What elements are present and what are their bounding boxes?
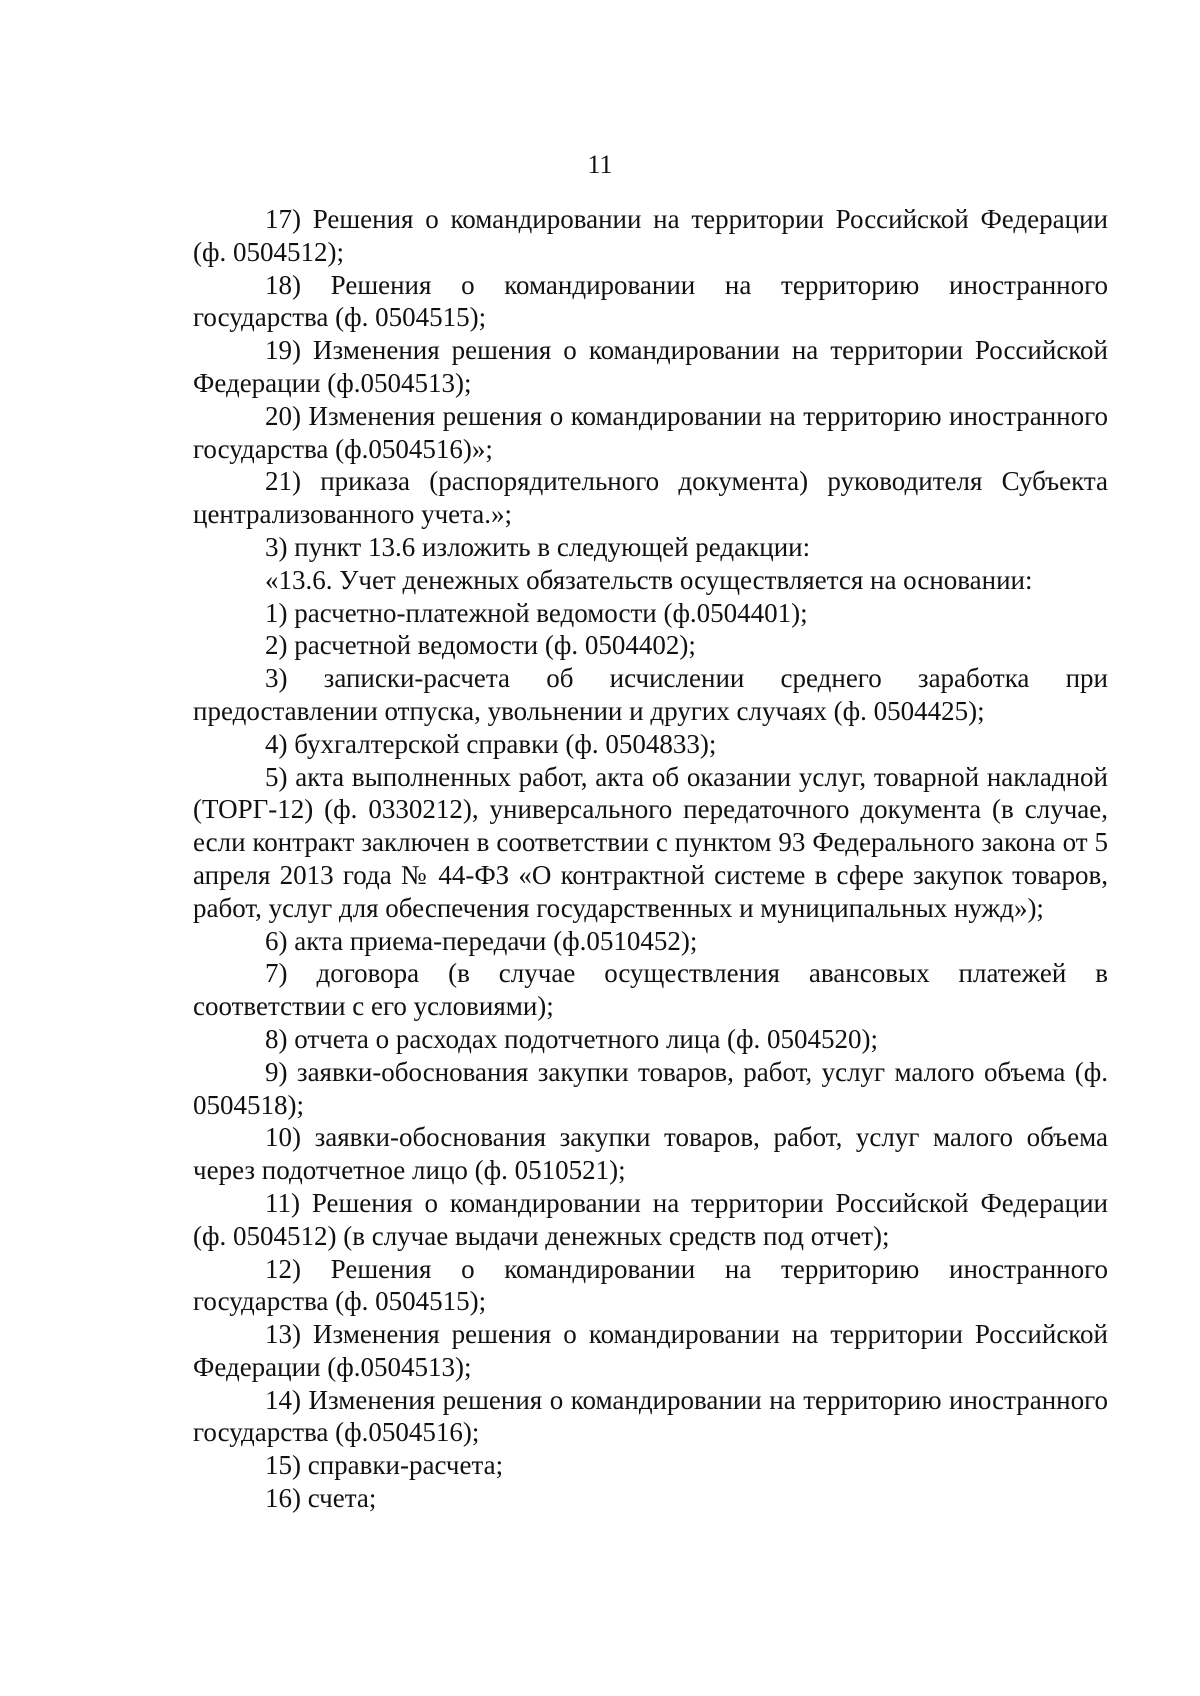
paragraph-item-4: 4) бухгалтерской справки (ф. 0504833); xyxy=(265,728,717,759)
paragraph-item-3: 3) записки-расчета об исчислении среднего заработка при предоставлении отпуска, увольнении и других случаях (ф. 0504425); xyxy=(193,663,1108,726)
paragraph-item-2: 2) расчетной ведомости (ф. 0504402); xyxy=(265,630,696,661)
paragraph-item-13: 13) Изменения решения о командировании на территории Российской Федерации (ф.0504513); xyxy=(193,1319,1108,1382)
paragraph-item-12: 12) Решения о командировании на территорию иностранного государства (ф. 0504515); xyxy=(193,1253,1108,1317)
paragraph-item-14: 14) Изменения решения о командировании на территорию иностранного государства (ф.0504516); xyxy=(193,1384,1108,1448)
paragraph-item-11: 11) Решения о командировании на территории Российской Федерации (ф. 0504512) (в случае выдачи денежных средств под отчет); xyxy=(193,1187,1108,1251)
paragraph-section-13-6: «13.6. Учет денежных обязательств осуществляется на основании: xyxy=(265,564,1033,595)
paragraph-item-10: 10) заявки-обоснования закупки товаров, работ, услуг малого объема через подотчетное лицо (ф. 0510521); xyxy=(193,1122,1108,1186)
paragraph-item-9: 9) заявки-обоснования закупки товаров, работ, услуг малого объема (ф. 0504518); xyxy=(193,1056,1108,1120)
paragraph-clause-3: 3) пункт 13.6 изложить в следующей редакции: xyxy=(265,531,811,562)
paragraph-item-18: 18) Решения о командировании на территорию иностранного государства (ф. 0504515); xyxy=(193,269,1108,333)
paragraph-item-20: 20) Изменения решения о командировании на территорию иностранного государства (ф.0504516)»; xyxy=(193,400,1108,464)
paragraph-item-19: 19) Изменения решения о командировании на территории Российской Федерации (ф.0504513); xyxy=(193,335,1108,398)
paragraph-item-16: 16) счета; xyxy=(265,1483,377,1514)
paragraph-item-15: 15) справки-расчета; xyxy=(265,1450,504,1481)
paragraph-item-21: 21) приказа (распорядительного документа) руководителя Субъекта централизованного учета.»; xyxy=(193,466,1108,530)
paragraph-item-1: 1) расчетно-платежной ведомости (ф.0504401); xyxy=(265,597,808,628)
paragraph-item-7: 7) договора (в случае осуществления авансовых платежей в соответствии с его условиями); xyxy=(193,958,1108,1022)
paragraph-item-6: 6) акта приема-передачи (ф.0510452); xyxy=(265,925,698,956)
document-body xyxy=(193,203,1108,1515)
paragraph-item-8: 8) отчета о расходах подотчетного лица (ф. 0504520); xyxy=(265,1023,879,1054)
page-number: 11 xyxy=(587,150,613,179)
paragraph-item-17: 17) Решения о командировании на территории Российской Федерации (ф. 0504512); xyxy=(193,204,1108,267)
paragraph-item-5: 5) акта выполненных работ, акта об оказании услуг, товарной накладной (ТОРГ-12) (ф. 0330212), универсального передаточного документа (в случае, если контракт заключен в соответствии с пунктом 93 Федерального закона от 5 апреля 2013 года № 44-ФЗ «О контрактной системе в сфере закупок товаров, работ, услуг для обеспечения государственных и муниципальных нужд»); xyxy=(193,761,1108,923)
